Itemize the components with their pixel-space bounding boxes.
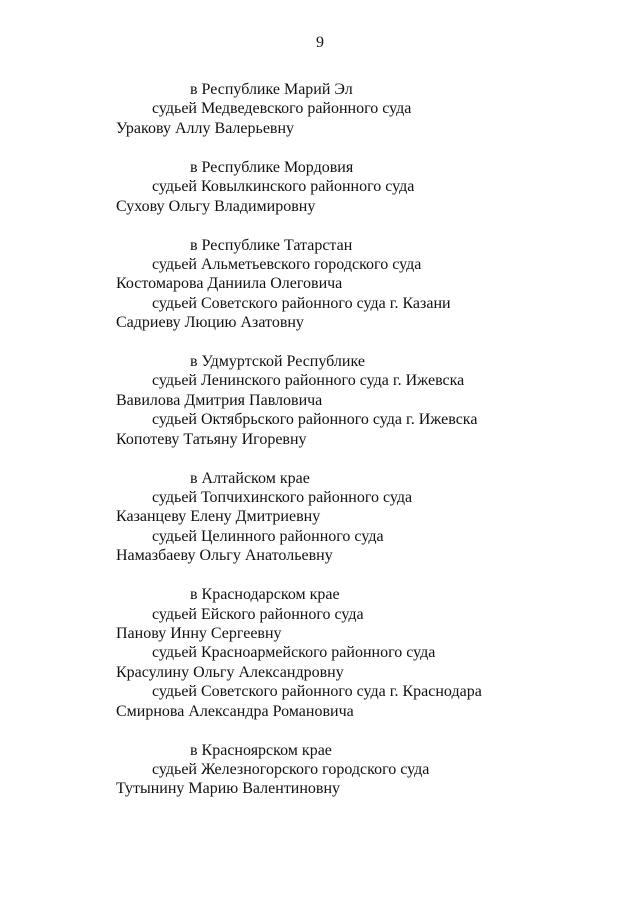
judge-position: судьей Октябрьского районного суда г. Ижевска bbox=[152, 411, 478, 429]
judge-position: судьей Ленинского районного суда г. Ижевска bbox=[152, 372, 465, 390]
judge-name: Садриеву Люцию Азатовну bbox=[116, 314, 304, 332]
judge-position: судьей Ковылкинского районного суда bbox=[152, 178, 415, 196]
judge-name: Тутынину Марию Валентиновну bbox=[116, 780, 341, 798]
judge-name: Уракову Аллу Валерьевну bbox=[116, 119, 295, 137]
region-heading: в Краснодарском крае bbox=[190, 586, 340, 604]
judge-position: судьей Топчихинского районного суда bbox=[152, 489, 413, 507]
region-section-mordovia bbox=[116, 158, 616, 216]
region-heading: в Красноярском крае bbox=[190, 741, 332, 759]
judge-position: судьей Советского районного суда г. Казани bbox=[152, 294, 451, 312]
page-number: 9 bbox=[316, 34, 324, 51]
region-section-udmurtia bbox=[116, 352, 616, 449]
region-section-krasnodar-krai bbox=[116, 585, 616, 721]
document-body bbox=[116, 80, 616, 818]
judge-position: судьей Советского районного суда г. Краснодара bbox=[152, 683, 482, 701]
judge-name: Панову Инну Сергеевну bbox=[116, 624, 282, 642]
region-section-mari-el bbox=[116, 80, 616, 138]
judge-name: Красулину Ольгу Александровну bbox=[116, 663, 344, 681]
judge-name: Сухову Ольгу Владимировну bbox=[116, 197, 316, 215]
region-heading: в Республике Мордовия bbox=[190, 158, 354, 176]
judge-position: судьей Железногорского городского суда bbox=[152, 760, 430, 778]
region-heading: в Республике Марий Эл bbox=[190, 81, 353, 98]
judge-position: судьей Медведевского районного суда bbox=[152, 100, 412, 118]
judge-name: Намазбаеву Ольгу Анатольевну bbox=[116, 547, 333, 565]
region-heading: в Удмуртской Республике bbox=[190, 353, 365, 371]
judge-position: судьей Целинного районного суда bbox=[152, 527, 384, 545]
judge-name: Казанцеву Елену Дмитриевну bbox=[116, 508, 321, 526]
region-section-tatarstan bbox=[116, 236, 616, 333]
judge-position: судьей Альметьевского городского суда bbox=[152, 255, 422, 273]
region-section-altai-krai bbox=[116, 469, 616, 566]
region-section-krasnoyarsk-krai bbox=[116, 741, 616, 799]
judge-name: Вавилова Дмитрия Павловича bbox=[116, 391, 323, 409]
judge-name: Костомарова Даниила Олеговича bbox=[116, 275, 343, 293]
judge-position: судьей Красноармейского районного суда bbox=[152, 644, 436, 662]
region-heading: в Алтайском крае bbox=[190, 469, 310, 487]
judge-name: Смирнова Александра Романовича bbox=[116, 702, 354, 720]
judge-name: Копотеву Татьяну Игоревну bbox=[116, 430, 307, 448]
judge-position: судьей Ейского районного суда bbox=[152, 605, 364, 623]
region-heading: в Республике Татарстан bbox=[190, 236, 353, 254]
